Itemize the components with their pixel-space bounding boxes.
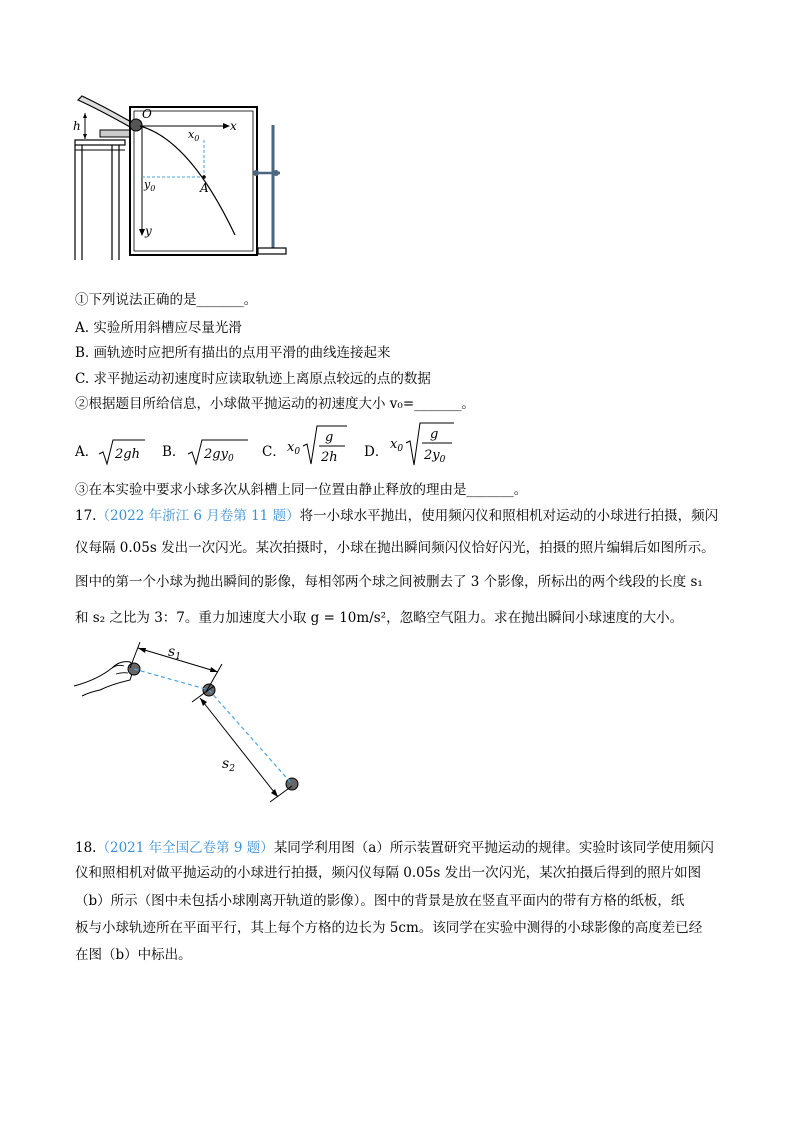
svg-text:2gy0: $2gy_0$ [204,447,234,464]
q16-part2: ②根据题目所给信息，小球做平抛运动的初速度大小 v₀=_______。 [75,396,475,412]
svg-text:2gh: 2gh [115,447,140,462]
svg-text:g: g [430,427,439,442]
q18-line4: 板与小球轨迹所在平面平行，其上每个方格的边长为 5cm。该同学在实验中测得的小球影像的高度差已经 [75,920,703,936]
q16-part3: ③在本实验中要求小球多次从斜槽上同一位置由静止释放的理由是_______。 [75,482,528,498]
q18-line1 [75,838,714,858]
q17-line3: 图中的第一个小球为抛出瞬间的影像，每相邻两个球之间被删去了 3 个影像，所标出的两个线段的长度 s₁ [75,574,703,590]
q18-line5: 在图（b）中标出。 [75,947,192,963]
q18-line2: 仪和照相机对做平抛运动的小球进行拍摄，频闪仪每隔 0.05s 发出一次闪光，某次拍摄后得到的照片如图 [75,865,702,881]
svg-text:x0: $x_0$ [390,437,404,454]
label-x0: $x_0$ [188,128,200,143]
q18-text1: 某同学利用图（a）所示装置研究平抛运动的规律。实验时该同学使用频闪 [273,840,714,856]
q17-line2: 仪每隔 0.05s 发出一次闪光。某次拍摄时，小球在抛出瞬间频闪仪恰好闪光，拍摄的照片编辑后如图所示。 [75,540,715,556]
q17-line1 [75,506,718,526]
q16-option-a: A. 实验所用斜槽应尽量光滑 [75,320,242,336]
q17-number: 17. [75,508,97,524]
thrown-ball-figure [72,640,332,810]
q16-option-b: B. 画轨迹时应把所有描出的点用平滑的曲线连接起来 [75,345,391,361]
choice-d-label: D． [364,444,389,460]
svg-text:2h: 2h [321,450,338,465]
choice-d-expr [388,421,458,469]
label-y: y [145,224,152,238]
svg-text:2y0: $2y_0$ [424,448,446,465]
label-O: O [142,107,152,121]
choice-c-label: C． [262,444,286,460]
label-h: h [73,119,81,133]
choice-b-label: B． [162,444,186,460]
apparatus-figure [70,95,290,265]
choice-c-expr [285,424,355,468]
label-s2: $s_2$ [222,756,235,774]
q16-part1: ①下列说法正确的是_______。 [75,292,258,308]
label-A: A [200,181,209,195]
label-y0: $y_0$ [144,178,156,193]
svg-text:g: g [325,430,334,445]
q18-number: 18. [75,840,97,856]
q18-source: （2021 年全国乙卷第 9 题） [96,840,274,856]
choice-b-expr [186,434,256,470]
q16-option-c: C. 求平抛运动初速度时应读取轨迹上离原点较远的点的数据 [75,371,431,387]
q17-source: （2022 年浙江 6 月卷第 11 题） [96,508,300,524]
label-s1: $s_1$ [168,644,181,662]
choice-a-label: A． [75,444,99,460]
choice-a-expr [97,434,157,470]
q17-text1: 将一小球水平抛出，使用频闪仪和照相机对运动的小球进行拍摄，频闪 [299,508,719,524]
label-x: x [230,119,237,133]
svg-text:x0: $x_0$ [287,440,301,457]
q18-line3: （b）所示（图中未包括小球刚离开轨道的影像）。图中的背景是放在竖直平面内的带有方格的纸板，纸 [75,893,685,909]
q17-line4: 和 s₂ 之比为 3：7。重力加速度大小取 g = 10m/s²，忽略空气阻力。求在抛出瞬间小球速度的大小。 [75,610,684,626]
